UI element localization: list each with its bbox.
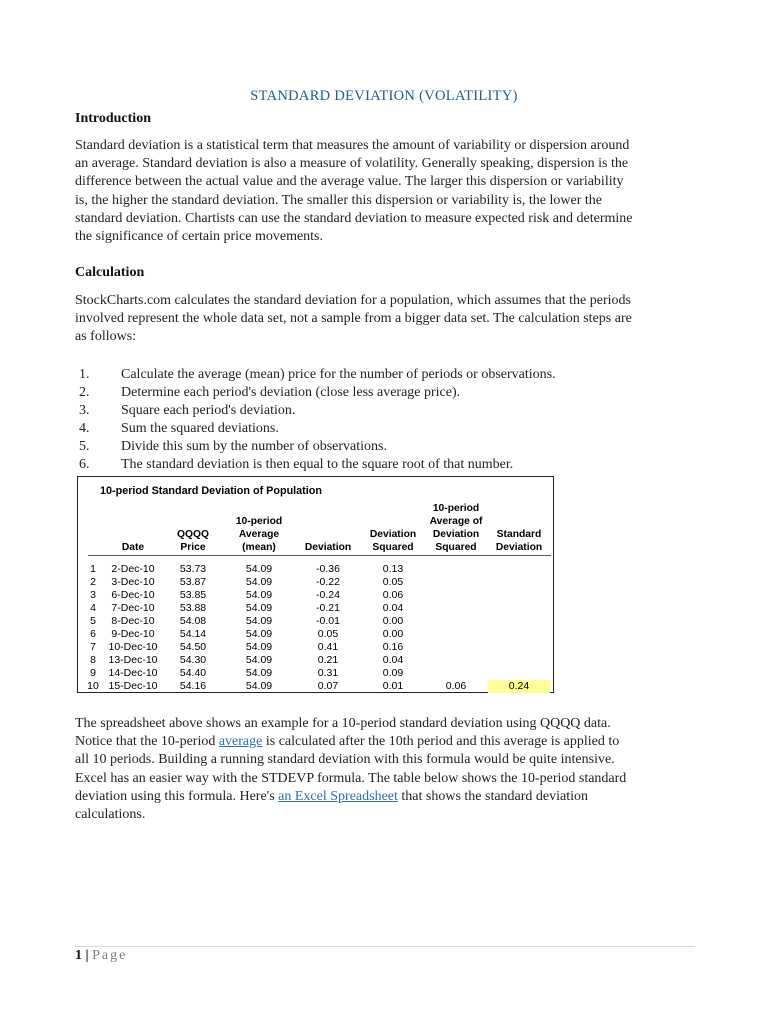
cell-avg: 54.09: [245, 576, 273, 588]
cell-date: 15-Dec-10: [108, 680, 158, 692]
cell-date: 6-Dec-10: [111, 589, 155, 601]
header-deviation-squared-line: Deviation: [369, 529, 417, 540]
explanation-paragraph: [75, 715, 695, 824]
cell-dev: 0.05: [317, 628, 339, 640]
cell-avg: 54.09: [245, 589, 273, 601]
cell-n: 1: [90, 563, 96, 575]
cell-dev: 0.07: [317, 680, 339, 692]
explain-line: Excel has an easier way with the STDEVP formula. The table below shows the 10-period standard: [75, 770, 627, 786]
cell-avg: 54.09: [245, 654, 273, 666]
step-text: Sum the squared deviations.: [121, 421, 279, 436]
header-deviation-squared-line: Squared: [372, 542, 414, 553]
table-row: [78, 641, 553, 654]
header-avg-devsq-line: Average of: [429, 516, 483, 527]
step-text: Calculate the average (mean) price for the number of periods or observations.: [121, 367, 556, 382]
header-standard-deviation: [488, 528, 550, 554]
cell-avg: 54.09: [245, 563, 273, 575]
cell-avgdevsq: 0.06: [445, 680, 467, 692]
cell-dev: 0.31: [317, 667, 339, 679]
table-row: [78, 654, 553, 667]
header-price: [168, 528, 218, 554]
cell-date: 14-Dec-10: [108, 667, 158, 679]
page-label: Page: [92, 948, 128, 963]
intro-line: the significance of certain price movements.: [75, 229, 324, 245]
cell-date: 3-Dec-10: [111, 576, 155, 588]
cell-n: 10: [87, 680, 99, 692]
cell-price: 54.40: [179, 667, 207, 679]
footer-separator: |: [85, 948, 89, 963]
cell-devsq: 0.06: [382, 589, 404, 601]
cell-devsq: 0.00: [382, 628, 404, 640]
explain-line: calculations.: [75, 807, 146, 823]
average-link[interactable]: average: [218, 734, 263, 750]
explain-line: all 10 periods. Building a running standard deviation with this formula would be quite intensive.: [75, 752, 615, 768]
cell-devsq: 0.04: [382, 602, 404, 614]
header-std-line: Deviation: [495, 542, 543, 553]
cell-avg: 54.09: [245, 615, 273, 627]
table-row: [78, 615, 553, 628]
cell-n: 8: [90, 654, 96, 666]
cell-price: 54.16: [179, 680, 207, 692]
cell-date: 10-Dec-10: [108, 641, 158, 653]
cell-devsq: 0.16: [382, 641, 404, 653]
header-average: [226, 515, 292, 554]
cell-avg: 54.09: [245, 680, 273, 692]
header-avg-devsq-line: Deviation: [432, 529, 480, 540]
cell-date: 2-Dec-10: [111, 563, 155, 575]
cell-price: 53.85: [179, 589, 207, 601]
header-date: Date: [121, 542, 145, 553]
cell-dev: 0.21: [317, 654, 339, 666]
cell-n: 4: [90, 602, 96, 614]
table-row: [78, 667, 553, 680]
header-average-line: Average: [238, 529, 280, 540]
cell-avg: 54.09: [245, 641, 273, 653]
header-avg-devsq-line: 10-period: [432, 503, 480, 514]
intro-line: is, the higher the standard deviation. The smaller this dispersion or variability is, the lower the: [75, 192, 602, 208]
calc-line: as follows:: [75, 329, 137, 345]
explain-text: Notice that the 10-period: [75, 734, 219, 750]
cell-price: 53.73: [179, 563, 207, 575]
cell-date: 8-Dec-10: [111, 615, 155, 627]
excel-spreadsheet-link[interactable]: an Excel Spreadsheet: [278, 788, 398, 804]
cell-n: 6: [90, 628, 96, 640]
cell-dev: -0.24: [316, 589, 340, 601]
cell-price: 54.50: [179, 641, 207, 653]
page-footer: [75, 948, 127, 964]
explain-text: is calculated after the 10th period and this average is applied to: [262, 734, 620, 750]
calculation-heading: Calculation: [75, 265, 145, 280]
cell-dev: -0.21: [316, 602, 340, 614]
step-number: 5.: [79, 439, 90, 454]
step-number: 4.: [79, 421, 90, 436]
table-row: [78, 602, 553, 615]
spreadsheet-title: 10-period Standard Deviation of Population: [100, 485, 322, 497]
header-std-line: Standard: [496, 529, 542, 540]
cell-date: 9-Dec-10: [111, 628, 155, 640]
cell-price: 54.08: [179, 615, 207, 627]
cell-price: 53.88: [179, 602, 207, 614]
calc-line: StockCharts.com calculates the standard deviation for a population, which assumes that the periods: [75, 293, 631, 308]
header-avg-devsq-line: Squared: [435, 542, 477, 553]
header-average-line: (mean): [242, 542, 276, 553]
standard-deviation-spreadsheet: [77, 476, 554, 693]
header-deviation: Deviation: [304, 542, 352, 553]
cell-n: 3: [90, 589, 96, 601]
cell-dev: -0.22: [316, 576, 340, 588]
step-text: Square each period's deviation.: [121, 403, 296, 418]
table-row: [78, 563, 553, 576]
cell-n: 2: [90, 576, 96, 588]
cell-date: 7-Dec-10: [111, 602, 155, 614]
cell-price: 53.87: [179, 576, 207, 588]
cell-avg: 54.09: [245, 602, 273, 614]
header-price-line: QQQQ: [176, 529, 210, 540]
step-number: 1.: [79, 367, 90, 382]
document-title: STANDARD DEVIATION (VOLATILITY): [250, 88, 518, 104]
step-text: The standard deviation is then equal to the square root of that number.: [121, 457, 514, 472]
explain-text: that shows the standard deviation: [397, 788, 589, 804]
step-number: 2.: [79, 385, 90, 400]
header-average-deviation-squared: [424, 502, 488, 554]
cell-devsq: 0.04: [382, 654, 404, 666]
footer-divider: [75, 946, 695, 947]
explain-line: The spreadsheet above shows an example for a 10-period standard deviation using QQQQ data.: [75, 716, 611, 731]
header-price-line: Price: [180, 542, 206, 553]
introduction-paragraph: [75, 137, 695, 246]
calculation-paragraph: [75, 292, 695, 347]
cell-avg: 54.09: [245, 628, 273, 640]
cell-n: 7: [90, 641, 96, 653]
step-number: 6.: [79, 457, 90, 472]
intro-line: Standard deviation is a statistical term that measures the amount of variability or dispersion around: [75, 138, 630, 153]
step-text: Divide this sum by the number of observations.: [121, 439, 387, 454]
header-divider: [88, 555, 551, 556]
cell-price: 54.30: [179, 654, 207, 666]
step-text: Determine each period's deviation (close less average price).: [121, 385, 461, 400]
cell-avg: 54.09: [245, 667, 273, 679]
cell-devsq: 0.01: [382, 680, 404, 692]
explain-line: [75, 788, 695, 806]
table-row: [78, 576, 553, 589]
cell-n: 5: [90, 615, 96, 627]
explain-text: deviation using this formula. Here's: [75, 788, 279, 804]
cell-devsq: 0.09: [382, 667, 404, 679]
cell-dev: -0.36: [316, 563, 340, 575]
intro-line: an average. Standard deviation is also a measure of volatility. Generally speaking, dispersion is the: [75, 156, 629, 172]
cell-dev: 0.41: [317, 641, 339, 653]
table-row: [78, 628, 553, 641]
cell-devsq: 0.13: [382, 563, 404, 575]
cell-price: 54.14: [179, 628, 207, 640]
table-row: [78, 680, 553, 693]
table-row: [78, 589, 553, 602]
cell-devsq: 0.00: [382, 615, 404, 627]
explain-line: [75, 733, 695, 751]
header-deviation-squared: [362, 528, 424, 554]
cell-std: 0.24: [488, 680, 550, 693]
cell-dev: -0.01: [316, 615, 340, 627]
intro-line: difference between the actual value and the average value. The larger this dispersion or variability: [75, 174, 624, 190]
introduction-heading: Introduction: [75, 111, 151, 126]
page-number: 1: [75, 948, 82, 963]
step-number: 3.: [79, 403, 90, 418]
cell-devsq: 0.05: [382, 576, 404, 588]
header-average-line: 10-period: [235, 516, 283, 527]
cell-date: 13-Dec-10: [108, 654, 158, 666]
calc-line: involved represent the whole data set, not a sample from a bigger data set. The calculation steps are: [75, 311, 632, 327]
cell-n: 9: [90, 667, 96, 679]
intro-line: standard deviation. Chartists can use the standard deviation to measure expected risk and determine: [75, 210, 633, 226]
